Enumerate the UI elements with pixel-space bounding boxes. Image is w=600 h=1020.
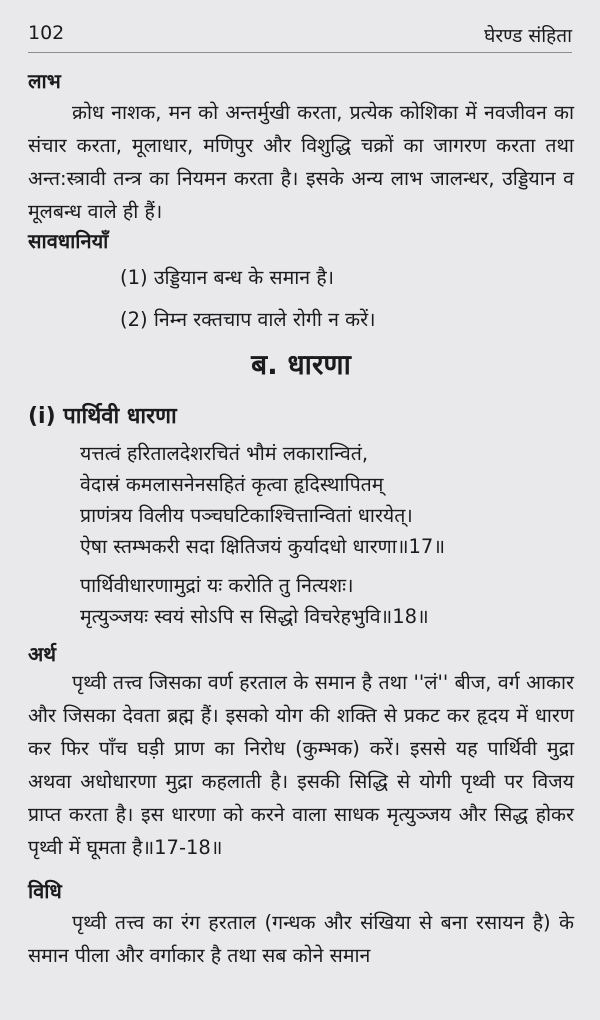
arth-heading: अर्थ <box>28 642 57 666</box>
book-title: घेरण्ड संहिता <box>484 25 572 47</box>
arth-paragraph: पृथ्वी तत्त्व जिसका वर्ण हरताल के समान है तथा ''लं'' बीज, वर्ग आकार और जिसका देवता ब्रह्म हैं। इसको योग की शक्ति से प्रकट कर हृदय में धारण कर फिर पाँच घड़ी प्राण का निरोध (कुम्भक) करें। इससे यह पार्थिवी मुद्रा अथवा अधोधारणा मुद्रा कहलाती है। इसकी सिद्धि से योगी पृथ्वी पर विजय प्राप्त करता है। इस धारणा को करने वाला साधक मृत्युञ्जय और सिद्ध होकर पृथ्वी में घूमता है॥17-18॥ <box>28 671 574 859</box>
labh-paragraph: क्रोध नाशक, मन को अन्तर्मुखी करता, प्रत्येक कोशिका में नवजीवन का संचार करता, मूलाधार, मणिपुर और विशुद्धि चक्रों का जागरण करता तथा अन्त:स्त्रावी तन्त्र का नियमन करता है। इसके अन्य लाभ जालन्धर, उड्डियान व मूलबन्ध वाले ही हैं। <box>28 101 574 223</box>
verse-line: मृत्युञ्जयः स्वयं सोऽपि स सिद्धो विचरेहभुवि॥18॥ <box>80 605 429 628</box>
page-header <box>28 22 572 50</box>
verse-line: यत्तत्वं हरितालदेशरचितं भौमं लकारान्वितं, <box>80 442 369 465</box>
verse-line: वेदास्रं कमलासनेनसहितं कृत्वा हृदिस्थापितम् <box>80 473 384 496</box>
savdhaniyan-heading: सावधानियाँ <box>28 229 109 253</box>
section-title: ब. धारणा <box>251 348 351 381</box>
savdhaniyan-item: (1) उड्डियान बन्ध के समान है। <box>120 266 335 289</box>
savdhaniyan-item: (2) निम्न रक्तचाप वाले रोगी न करें। <box>120 308 376 331</box>
vidhi-paragraph: पृथ्वी तत्त्व का रंग हरताल (गन्धक और संखिया से बना रसायन है) के समान पीला और वर्गाकार है तथा सब कोने समान <box>28 911 574 967</box>
verse-line: पार्थिवीधारणामुद्रां यः करोति तु नित्यशः। <box>80 574 354 597</box>
page-number: 102 <box>28 22 65 44</box>
parthivi-heading: (i) पार्थिवी धारणा <box>28 404 177 429</box>
vidhi-heading: विधि <box>28 879 62 903</box>
verse-line: प्राणंत्रय विलीय पञ्चघटिकाश्चित्तान्वितां धारयेत्। <box>80 504 413 527</box>
header-divider <box>28 52 572 53</box>
verse-line: ऐषा स्तम्भकरी सदा क्षितिजयं कुर्यादधो धारणा॥17॥ <box>80 535 445 558</box>
labh-heading: लाभ <box>28 69 61 93</box>
